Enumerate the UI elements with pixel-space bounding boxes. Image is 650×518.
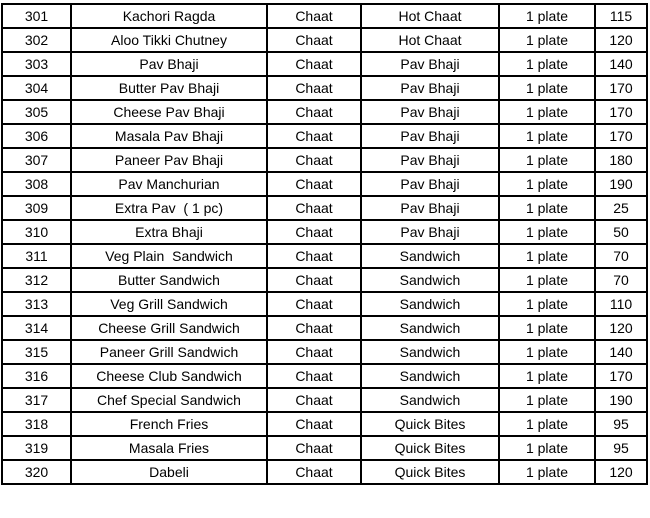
item-price-cell: 180	[595, 148, 647, 172]
item-subcategory-cell: Sandwich	[361, 340, 499, 364]
item-subcategory-cell: Sandwich	[361, 316, 499, 340]
item-subcategory-cell: Sandwich	[361, 244, 499, 268]
item-price-cell: 170	[595, 76, 647, 100]
item-code-cell: 311	[2, 244, 71, 268]
item-subcategory-cell: Pav Bhaji	[361, 52, 499, 76]
table-row	[2, 460, 647, 484]
item-category-cell: Chaat	[267, 52, 361, 76]
item-name-cell: Dabeli	[71, 460, 267, 484]
item-name-cell: French Fries	[71, 412, 267, 436]
item-name-cell: Cheese Pav Bhaji	[71, 100, 267, 124]
item-price-cell: 120	[595, 460, 647, 484]
item-subcategory-cell: Pav Bhaji	[361, 76, 499, 100]
item-subcategory-cell: Sandwich	[361, 268, 499, 292]
table-row	[2, 28, 647, 52]
item-code-cell: 318	[2, 412, 71, 436]
item-quantity-cell: 1 plate	[499, 436, 595, 460]
item-name-cell: Pav Bhaji	[71, 52, 267, 76]
item-code-cell: 319	[2, 436, 71, 460]
table-row	[2, 268, 647, 292]
item-category-cell: Chaat	[267, 388, 361, 412]
item-category-cell: Chaat	[267, 268, 361, 292]
item-category-cell: Chaat	[267, 292, 361, 316]
item-category-cell: Chaat	[267, 340, 361, 364]
item-quantity-cell: 1 plate	[499, 172, 595, 196]
table-row	[2, 148, 647, 172]
item-code-cell: 313	[2, 292, 71, 316]
item-quantity-cell: 1 plate	[499, 220, 595, 244]
item-subcategory-cell: Hot Chaat	[361, 28, 499, 52]
item-quantity-cell: 1 plate	[499, 292, 595, 316]
item-quantity-cell: 1 plate	[499, 340, 595, 364]
item-code-cell: 303	[2, 52, 71, 76]
item-price-cell: 95	[595, 436, 647, 460]
item-name-cell: Cheese Club Sandwich	[71, 364, 267, 388]
item-price-cell: 70	[595, 268, 647, 292]
menu-table	[1, 3, 648, 485]
item-price-cell: 110	[595, 292, 647, 316]
table-row	[2, 100, 647, 124]
item-subcategory-cell: Pav Bhaji	[361, 196, 499, 220]
item-code-cell: 305	[2, 100, 71, 124]
item-category-cell: Chaat	[267, 76, 361, 100]
item-name-cell: Kachori Ragda	[71, 4, 267, 28]
item-name-cell: Chef Special Sandwich	[71, 388, 267, 412]
item-quantity-cell: 1 plate	[499, 316, 595, 340]
item-quantity-cell: 1 plate	[499, 148, 595, 172]
menu-table-body	[2, 4, 647, 484]
item-code-cell: 304	[2, 76, 71, 100]
item-category-cell: Chaat	[267, 148, 361, 172]
table-row	[2, 196, 647, 220]
table-row	[2, 388, 647, 412]
item-name-cell: Veg Grill Sandwich	[71, 292, 267, 316]
item-category-cell: Chaat	[267, 196, 361, 220]
item-code-cell: 314	[2, 316, 71, 340]
item-subcategory-cell: Sandwich	[361, 364, 499, 388]
item-price-cell: 95	[595, 412, 647, 436]
item-subcategory-cell: Quick Bites	[361, 460, 499, 484]
item-quantity-cell: 1 plate	[499, 28, 595, 52]
table-row	[2, 436, 647, 460]
item-quantity-cell: 1 plate	[499, 412, 595, 436]
item-code-cell: 315	[2, 340, 71, 364]
item-name-cell: Masala Pav Bhaji	[71, 124, 267, 148]
item-price-cell: 115	[595, 4, 647, 28]
table-row	[2, 364, 647, 388]
item-quantity-cell: 1 plate	[499, 196, 595, 220]
item-category-cell: Chaat	[267, 436, 361, 460]
item-subcategory-cell: Pav Bhaji	[361, 124, 499, 148]
item-price-cell: 170	[595, 124, 647, 148]
item-name-cell: Butter Pav Bhaji	[71, 76, 267, 100]
item-category-cell: Chaat	[267, 244, 361, 268]
item-price-cell: 120	[595, 28, 647, 52]
item-quantity-cell: 1 plate	[499, 100, 595, 124]
table-row	[2, 4, 647, 28]
item-price-cell: 170	[595, 100, 647, 124]
item-price-cell: 70	[595, 244, 647, 268]
item-quantity-cell: 1 plate	[499, 124, 595, 148]
item-name-cell: Masala Fries	[71, 436, 267, 460]
item-subcategory-cell: Quick Bites	[361, 412, 499, 436]
item-name-cell: Paneer Pav Bhaji	[71, 148, 267, 172]
item-price-cell: 190	[595, 172, 647, 196]
item-price-cell: 120	[595, 316, 647, 340]
item-subcategory-cell: Hot Chaat	[361, 4, 499, 28]
table-row	[2, 412, 647, 436]
item-price-cell: 25	[595, 196, 647, 220]
item-name-cell: Paneer Grill Sandwich	[71, 340, 267, 364]
item-code-cell: 309	[2, 196, 71, 220]
item-code-cell: 302	[2, 28, 71, 52]
item-category-cell: Chaat	[267, 316, 361, 340]
item-code-cell: 301	[2, 4, 71, 28]
item-price-cell: 50	[595, 220, 647, 244]
item-code-cell: 307	[2, 148, 71, 172]
table-row	[2, 172, 647, 196]
item-category-cell: Chaat	[267, 124, 361, 148]
table-row	[2, 292, 647, 316]
item-category-cell: Chaat	[267, 172, 361, 196]
item-code-cell: 308	[2, 172, 71, 196]
item-name-cell: Aloo Tikki Chutney	[71, 28, 267, 52]
item-code-cell: 312	[2, 268, 71, 292]
item-code-cell: 310	[2, 220, 71, 244]
item-category-cell: Chaat	[267, 460, 361, 484]
item-quantity-cell: 1 plate	[499, 52, 595, 76]
item-category-cell: Chaat	[267, 412, 361, 436]
item-category-cell: Chaat	[267, 220, 361, 244]
item-code-cell: 316	[2, 364, 71, 388]
table-row	[2, 220, 647, 244]
item-subcategory-cell: Sandwich	[361, 388, 499, 412]
item-category-cell: Chaat	[267, 364, 361, 388]
item-quantity-cell: 1 plate	[499, 268, 595, 292]
item-price-cell: 190	[595, 388, 647, 412]
item-name-cell: Veg Plain Sandwich	[71, 244, 267, 268]
item-quantity-cell: 1 plate	[499, 364, 595, 388]
item-subcategory-cell: Pav Bhaji	[361, 172, 499, 196]
item-subcategory-cell: Pav Bhaji	[361, 148, 499, 172]
table-row	[2, 244, 647, 268]
item-subcategory-cell: Quick Bites	[361, 436, 499, 460]
item-quantity-cell: 1 plate	[499, 388, 595, 412]
item-category-cell: Chaat	[267, 4, 361, 28]
item-name-cell: Extra Pav ( 1 pc)	[71, 196, 267, 220]
item-name-cell: Extra Bhaji	[71, 220, 267, 244]
item-quantity-cell: 1 plate	[499, 4, 595, 28]
item-name-cell: Cheese Grill Sandwich	[71, 316, 267, 340]
item-name-cell: Pav Manchurian	[71, 172, 267, 196]
item-subcategory-cell: Pav Bhaji	[361, 220, 499, 244]
item-quantity-cell: 1 plate	[499, 76, 595, 100]
item-price-cell: 140	[595, 52, 647, 76]
item-category-cell: Chaat	[267, 28, 361, 52]
item-category-cell: Chaat	[267, 100, 361, 124]
table-row	[2, 316, 647, 340]
table-row	[2, 52, 647, 76]
item-code-cell: 320	[2, 460, 71, 484]
item-name-cell: Butter Sandwich	[71, 268, 267, 292]
item-subcategory-cell: Pav Bhaji	[361, 100, 499, 124]
table-row	[2, 124, 647, 148]
item-code-cell: 317	[2, 388, 71, 412]
table-row	[2, 76, 647, 100]
item-code-cell: 306	[2, 124, 71, 148]
item-quantity-cell: 1 plate	[499, 244, 595, 268]
item-price-cell: 140	[595, 340, 647, 364]
item-price-cell: 170	[595, 364, 647, 388]
table-row	[2, 340, 647, 364]
item-subcategory-cell: Sandwich	[361, 292, 499, 316]
item-quantity-cell: 1 plate	[499, 460, 595, 484]
